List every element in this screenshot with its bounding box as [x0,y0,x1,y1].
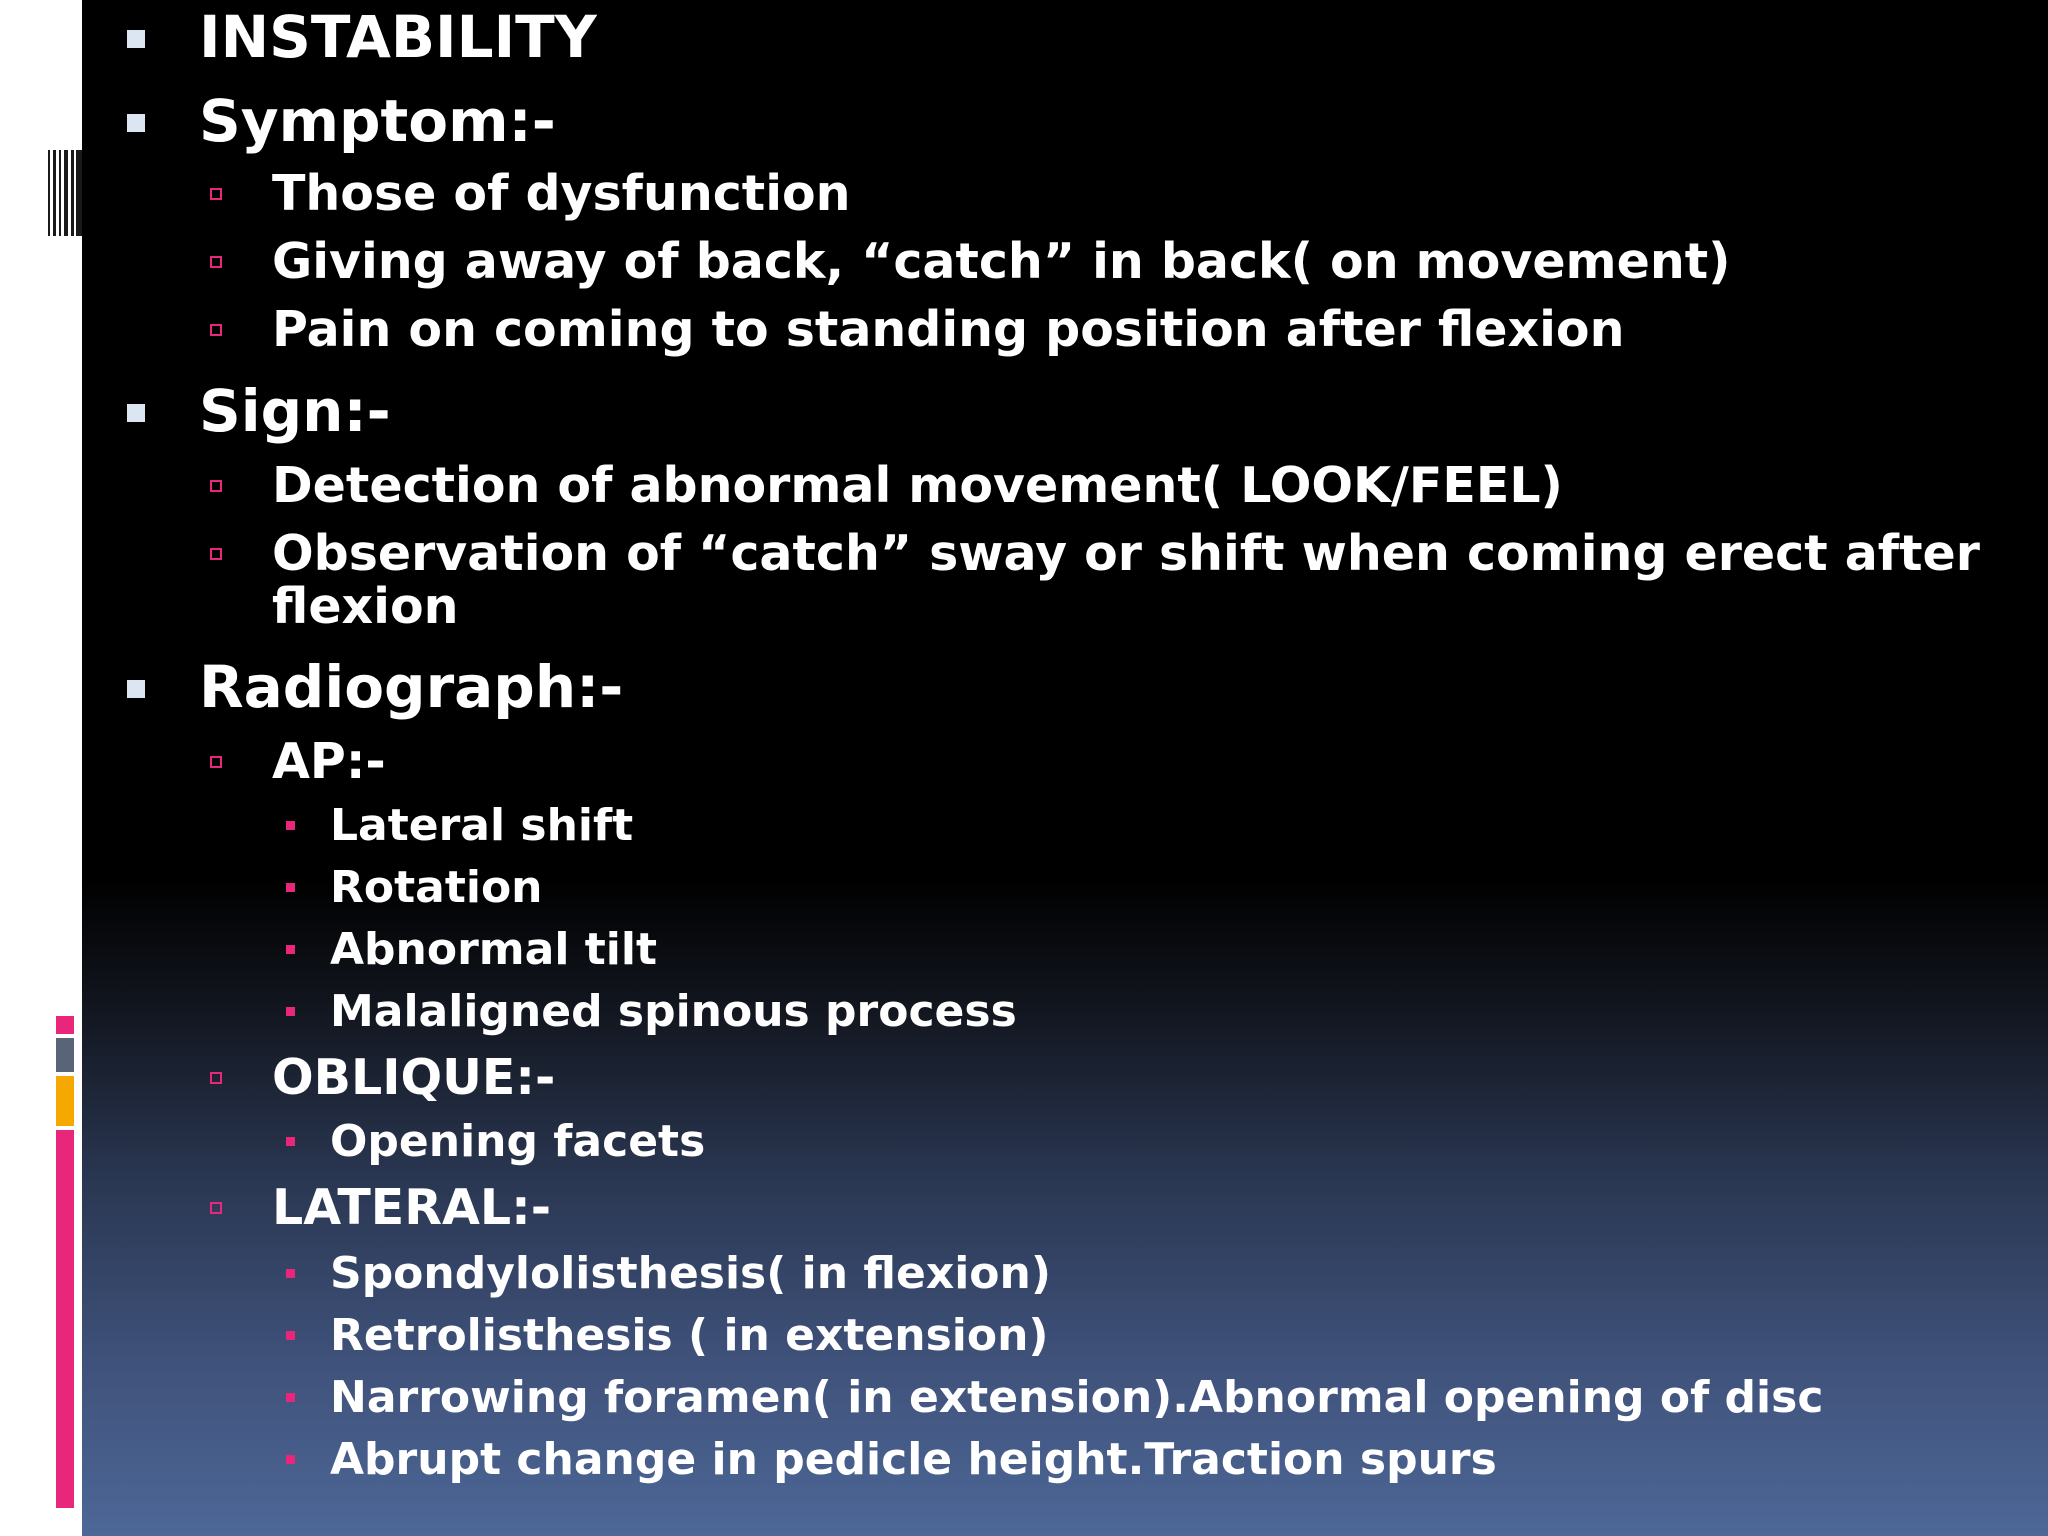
bullet-text: Retrolisthesis ( in extension) [330,1310,1049,1361]
accent-segment-pink-top [56,1016,74,1034]
bullet-item-level-2 [272,1179,552,1236]
bullet-item-level-2 [272,525,1980,635]
bullet-item-level-3 [330,1250,1051,1298]
bullet-item-level-2 [272,301,1625,358]
small-square-bullet-icon [286,883,295,892]
bullet-item-level-3 [330,864,543,912]
bullet-text: Those of dysfunction [272,165,851,222]
bullet-text: Symptom:- [199,87,556,155]
small-square-bullet-icon [286,821,295,830]
bullet-text: AP:- [272,733,386,790]
small-square-bullet-icon [286,1455,295,1464]
bullet-item-level-2 [272,165,851,222]
hollow-square-bullet-icon [210,188,222,200]
bullet-text: Malaligned spinous process [330,986,1017,1037]
accent-segment-orange [56,1076,74,1126]
hollow-square-bullet-icon [210,1202,222,1214]
square-bullet-icon [127,114,145,132]
hollow-square-bullet-icon [210,756,222,768]
bullet-text: LATERAL:- [272,1179,552,1236]
bullet-item-level-2 [272,457,1563,514]
bullet-text: Sign:- [199,377,391,445]
bullet-text-continuation: flexion [272,577,459,635]
bullet-item-level-3 [330,802,633,850]
hollow-square-bullet-icon [210,1072,222,1084]
bullet-text: Narrowing foramen( in extension).Abnormal opening of disc [330,1372,1824,1423]
small-square-bullet-icon [286,1007,295,1016]
bullet-text: Pain on coming to standing position after flexion [272,301,1625,358]
bullet-item-level-1 [199,87,556,155]
bullet-item-level-1 [199,377,391,445]
bullet-item-level-3 [330,1374,1823,1422]
hollow-square-bullet-icon [210,256,222,268]
bullet-text: Opening facets [330,1116,706,1167]
left-margin [0,0,82,1536]
bullet-text: Abnormal tilt [330,924,657,975]
bullet-text: Spondylolisthesis( in flexion) [330,1248,1051,1299]
accent-segment-slate [56,1038,74,1072]
square-bullet-icon [127,404,145,422]
bullet-text: Lateral shift [330,800,634,851]
hollow-square-bullet-icon [210,324,222,336]
small-square-bullet-icon [286,1137,295,1146]
bullet-item-level-2 [272,733,386,790]
accent-segment-pink-long [56,1130,74,1508]
decorative-stripes [46,150,82,236]
bullet-item-level-3 [330,1436,1497,1484]
bullet-text: Observation of “catch” sway or shift when coming erect after [272,525,1980,582]
bullet-item-level-3 [330,988,1017,1036]
bullet-text: Giving away of back, “catch” in back( on movement) [272,233,1731,290]
small-square-bullet-icon [286,1269,295,1278]
bullet-item-level-2 [272,233,1731,290]
bullet-text: Rotation [330,862,543,913]
bullet-item-level-3 [330,1312,1049,1360]
small-square-bullet-icon [286,945,295,954]
small-square-bullet-icon [286,1331,295,1340]
hollow-square-bullet-icon [210,480,222,492]
bullet-text: OBLIQUE:- [272,1049,556,1106]
bullet-text: Radiograph:- [199,653,624,721]
bullet-text: INSTABILITY [199,3,597,71]
bullet-item-level-1 [199,3,597,71]
small-square-bullet-icon [286,1393,295,1402]
bullet-text: Abrupt change in pedicle height.Traction spurs [330,1434,1497,1485]
bullet-item-level-2 [272,1049,556,1106]
hollow-square-bullet-icon [210,548,222,560]
square-bullet-icon [127,30,145,48]
slide-content-panel [82,0,2048,1536]
bullet-item-level-3 [330,1118,705,1166]
square-bullet-icon [127,680,145,698]
bullet-item-level-1 [199,653,624,721]
bullet-item-level-3 [330,926,657,974]
bullet-text: Detection of abnormal movement( LOOK/FEEL) [272,457,1563,514]
